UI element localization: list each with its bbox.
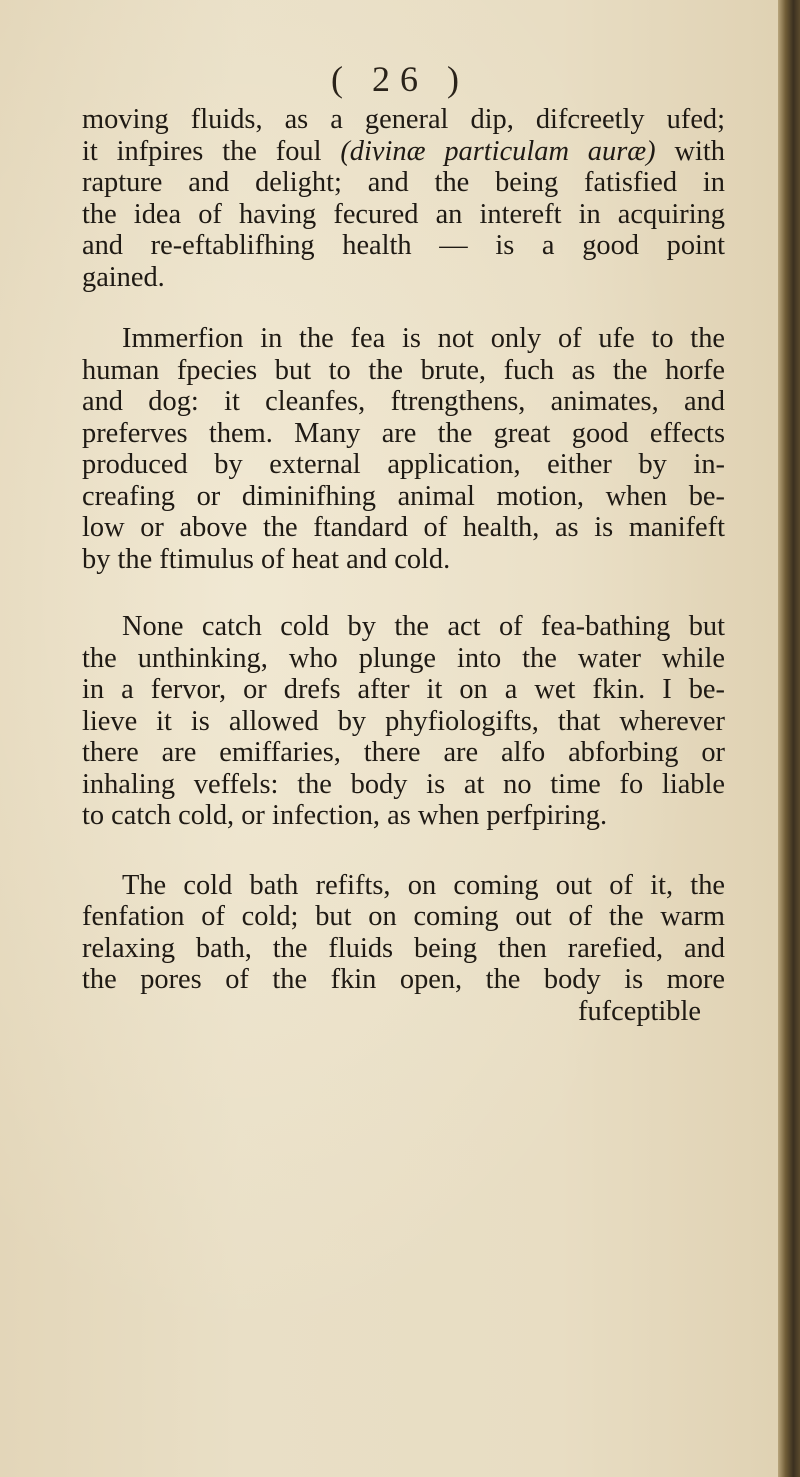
text-line: preferves them. Many are the great good effects [82,417,725,449]
text-line: produced by external application, either by in- [82,449,725,480]
text-line [82,136,725,168]
text-line: to catch cold, or infection, as when perfpiring. [82,800,608,831]
text-line: The cold bath refifts, on coming out of it, the [122,869,725,901]
paragraph-3 [82,611,725,832]
text-line-part: with [674,135,725,167]
text-line: the pores of the fkin open, the body is more [82,964,725,995]
paragraph-1 [82,104,725,293]
text-line: rapture and delight; and the being fatisfied in [82,167,725,198]
text-line-part: it infpires the foul [82,135,322,167]
catchword: fufceptible [578,995,701,1027]
text-line: human fpecies but to the brute, fuch as the horfe [82,354,725,386]
text-line: relaxing bath, the fluids being then rarefied, and [82,932,725,964]
page-number: ( 26 ) [331,59,469,99]
text-line: the unthinking, who plunge into the water while [82,642,725,674]
text-line: None catch cold by the act of fea-bathing but [122,611,725,642]
text-line: by the ftimulus of heat and cold. [82,543,451,575]
paragraph-2 [82,323,725,575]
text-line: inhaling veffels: the body is at no time fo liable [82,768,725,800]
text-line: the idea of having fecured an intereft in acquiring [82,198,725,230]
latin-phrase: (divinæ particulam auræ) [340,135,656,167]
text-line: and re-eftablifhing health — is a good point [82,230,725,261]
page-edge-shadow [778,0,800,1477]
text-line: fenfation of cold; but on coming out of the warm [82,901,725,932]
text-line: low or above the ftandard of health, as is manifeft [82,512,725,543]
paragraph-4 [82,870,725,1028]
text-line: gained. [82,261,165,293]
text-line: in a fervor, or drefs after it on a wet fkin. I be- [82,674,725,705]
text-line: creafing or diminifhing animal motion, when be- [82,480,725,512]
text-line: there are emiffaries, there are alfo abforbing or [82,737,725,768]
text-line: and dog: it cleanfes, ftrengthens, animates, and [82,386,725,417]
text-line: Immerfion in the fea is not only of ufe to the [122,323,725,354]
body-text [82,104,725,1027]
text-line: lieve it is allowed by phyfiologifts, that wherever [82,705,725,737]
text-line: moving fluids, as a general dip, difcreetly ufed; [82,104,725,135]
